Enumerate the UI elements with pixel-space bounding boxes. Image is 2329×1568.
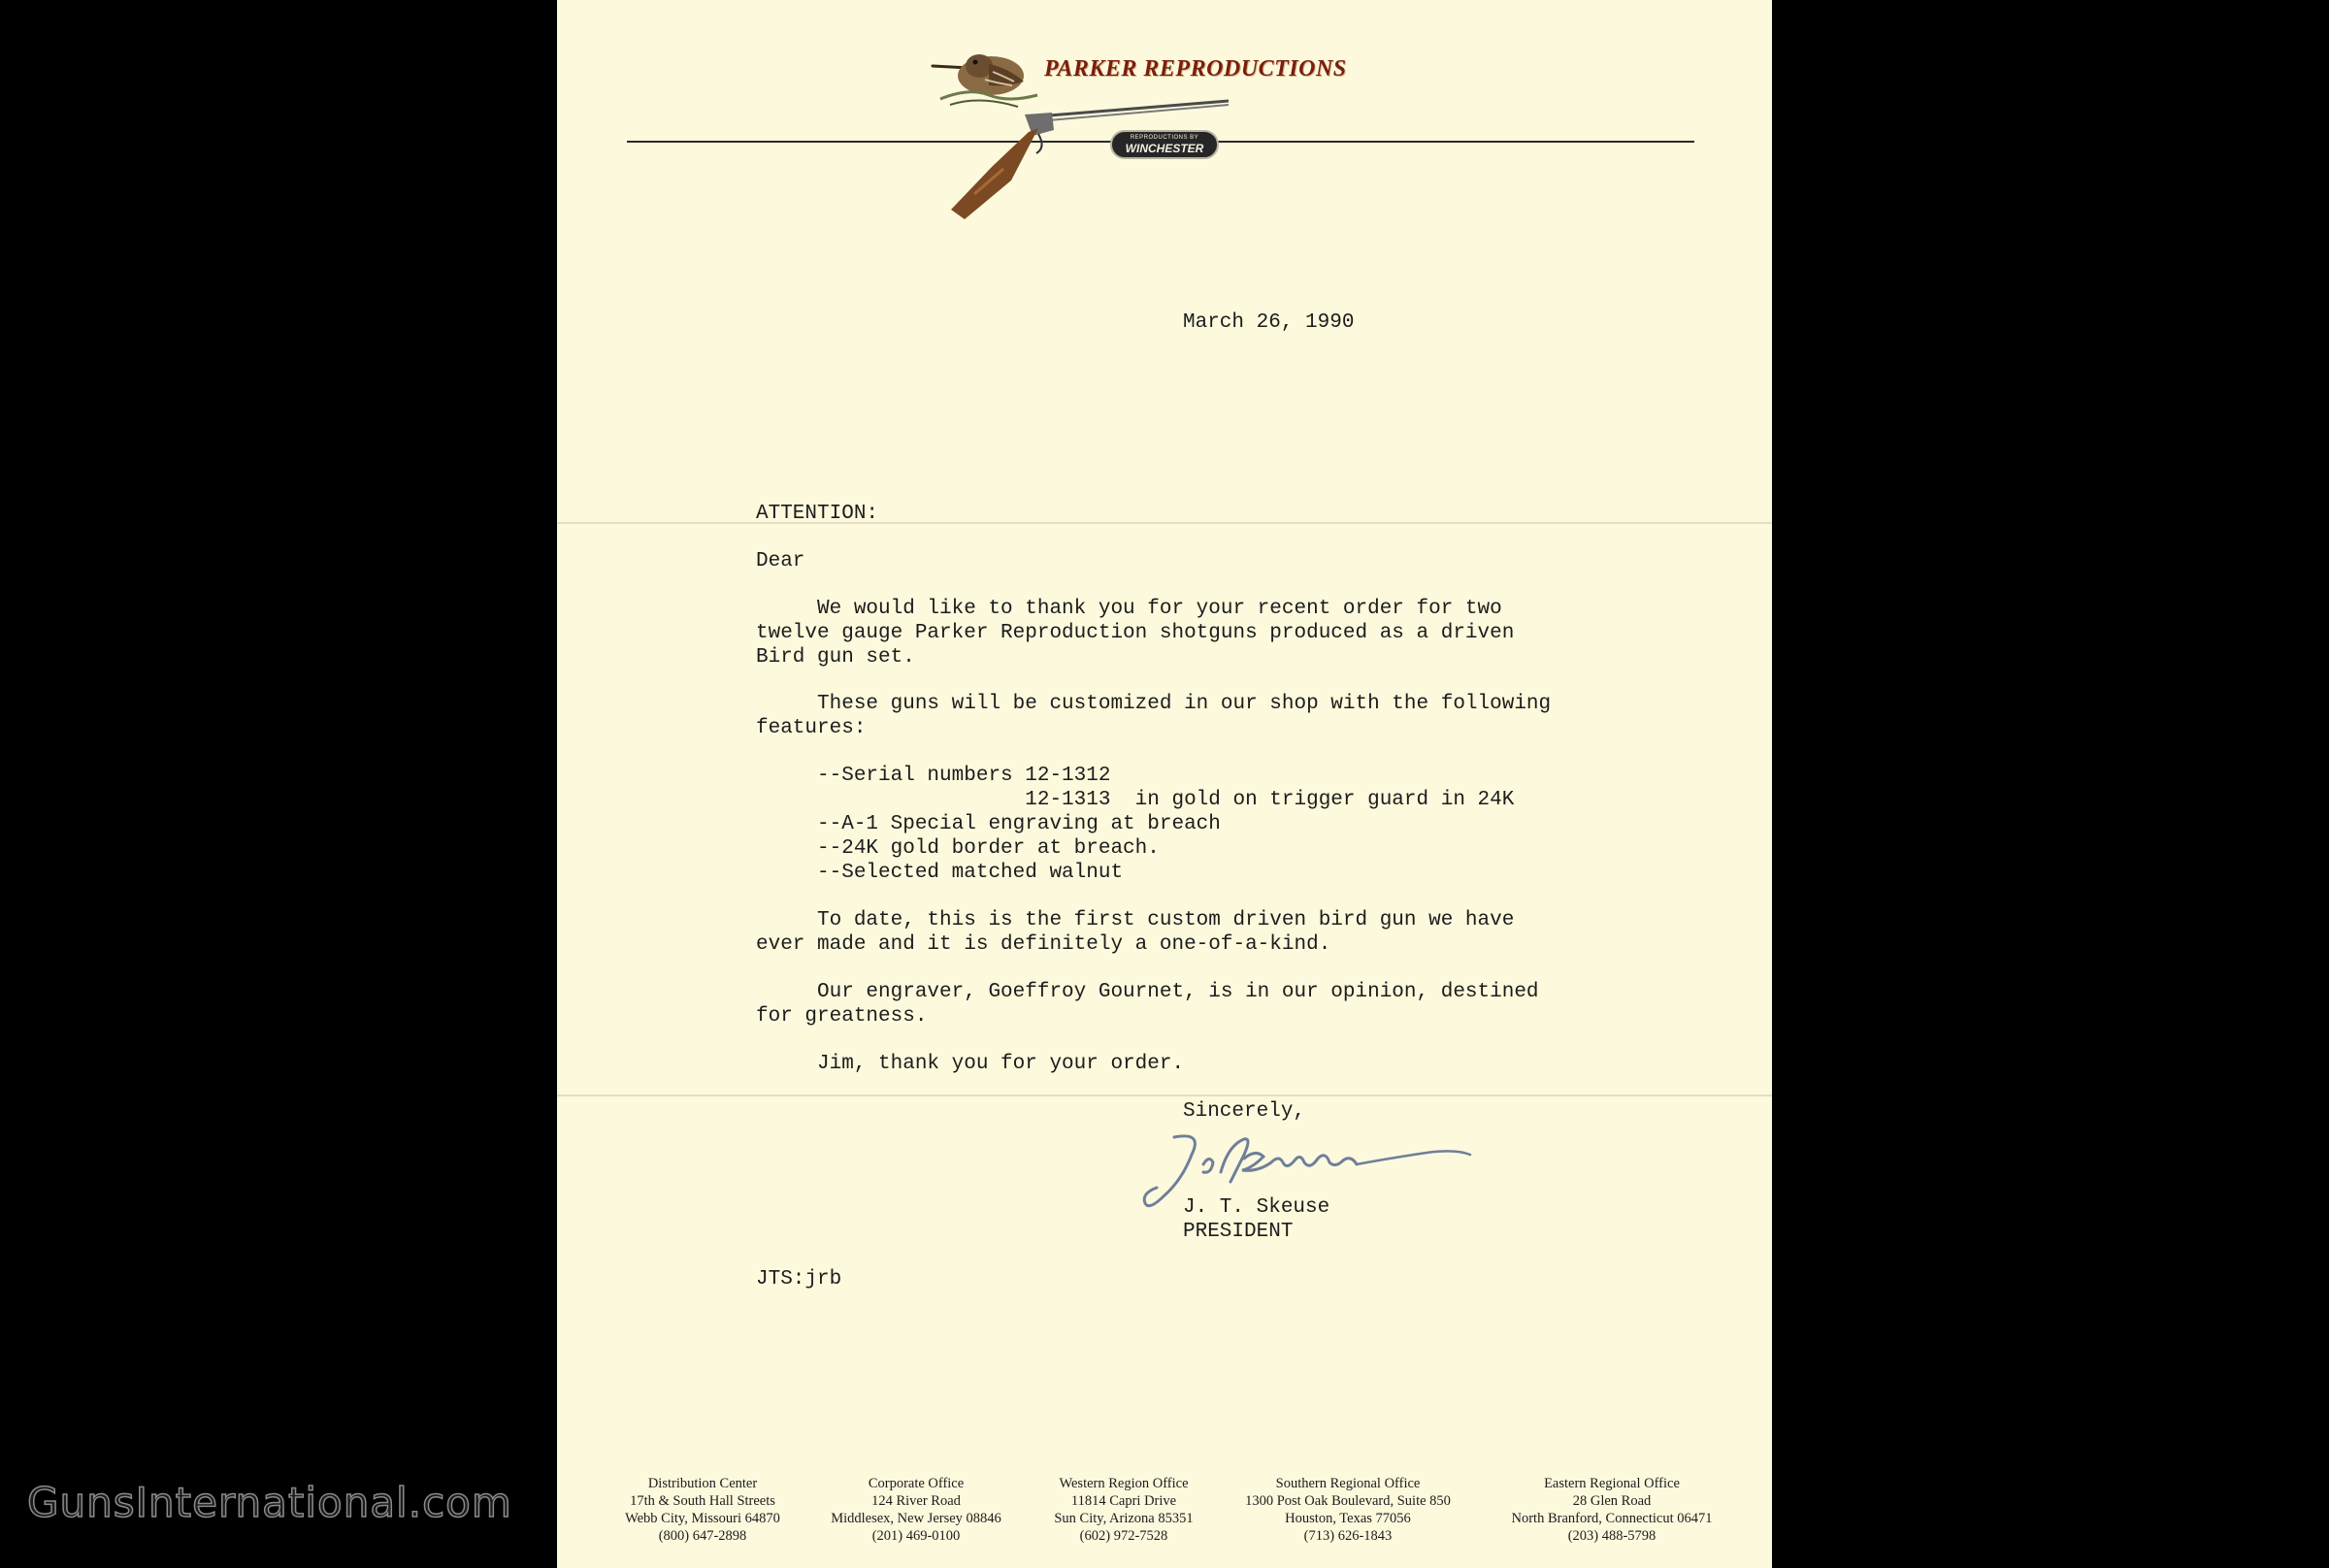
body-paragraph: Jim, thank you for your order. [756, 1053, 1185, 1075]
body-paragraph: We would like to thank you for your recent order for two twelve gauge Parker Reproduction shotguns produced as a driven Bird gun set. [756, 598, 1515, 669]
letter-page [557, 0, 1772, 1568]
feature-list: --Serial numbers 12-1312 12-1313 in gold on trigger guard in 24K --A-1 Special engraving at breach --24K gold border at breach. --Selected matched walnut [817, 765, 1515, 884]
office-title: Eastern Regional Office [1544, 1476, 1680, 1491]
badge-small-text: REPRODUCTIONS BY [1130, 135, 1199, 141]
signer-title: PRESIDENT [1183, 1221, 1294, 1243]
footer-office [1054, 1475, 1193, 1545]
letterhead [557, 0, 1772, 233]
signer-name: J. T. Skeuse [1183, 1196, 1330, 1219]
office-title: Western Region Office [1059, 1476, 1189, 1491]
letter-date: March 26, 1990 [1183, 311, 1355, 334]
office-phone: (713) 626-1843 [1303, 1528, 1393, 1544]
paper-fold [557, 1094, 1772, 1096]
office-city-line: Webb City, Missouri 64870 [625, 1511, 780, 1526]
reference-initials: JTS:jrb [756, 1268, 842, 1290]
office-address-line: 17th & South Hall Streets [630, 1493, 775, 1509]
footer-office [831, 1475, 1001, 1545]
brand-title: PARKER REPRODUCTIONS [1044, 56, 1347, 82]
office-city-line: Sun City, Arizona 85351 [1054, 1511, 1194, 1526]
watermark: GunsInternational.com [27, 1479, 512, 1526]
salutation: Dear [756, 550, 805, 572]
paper-fold [557, 522, 1772, 524]
office-address-line: 28 Glen Road [1572, 1493, 1652, 1509]
office-address-line: 11814 Capri Drive [1070, 1493, 1177, 1509]
signature-image [1135, 1126, 1494, 1223]
closing: Sincerely, [1183, 1100, 1306, 1123]
footer-office [625, 1475, 780, 1545]
office-city-line: Middlesex, New Jersey 08846 [831, 1511, 1001, 1526]
footer-office [1245, 1475, 1451, 1545]
office-city-line: North Branford, Connecticut 06471 [1511, 1511, 1713, 1526]
office-phone: (201) 469-0100 [871, 1528, 961, 1544]
winchester-badge [1110, 130, 1219, 159]
office-phone: (800) 647-2898 [658, 1528, 747, 1544]
office-phone: (602) 972-7528 [1079, 1528, 1168, 1544]
office-address-line: 1300 Post Oak Boulevard, Suite 850 [1245, 1493, 1451, 1509]
footer-office [1512, 1475, 1713, 1545]
office-title: Distribution Center [647, 1476, 758, 1491]
body-paragraph: Our engraver, Goeffroy Gournet, is in our opinion, destined for greatness. [756, 981, 1539, 1028]
office-title: Corporate Office [868, 1476, 965, 1491]
office-address-line: 124 River Road [871, 1493, 961, 1509]
shotgun-icon [945, 97, 1236, 223]
badge-big-text: WINCHESTER [1125, 142, 1204, 155]
attention-line: ATTENTION: [756, 503, 879, 525]
office-phone: (203) 488-5798 [1567, 1528, 1657, 1544]
body-paragraph: These guns will be customized in our shop with the following features: [756, 693, 1552, 739]
office-city-line: Houston, Texas 77056 [1285, 1511, 1411, 1526]
body-paragraph: To date, this is the first custom driven bird gun we have ever made and it is definitely a one-of-a-kind. [756, 909, 1515, 956]
office-title: Southern Regional Office [1275, 1476, 1421, 1491]
